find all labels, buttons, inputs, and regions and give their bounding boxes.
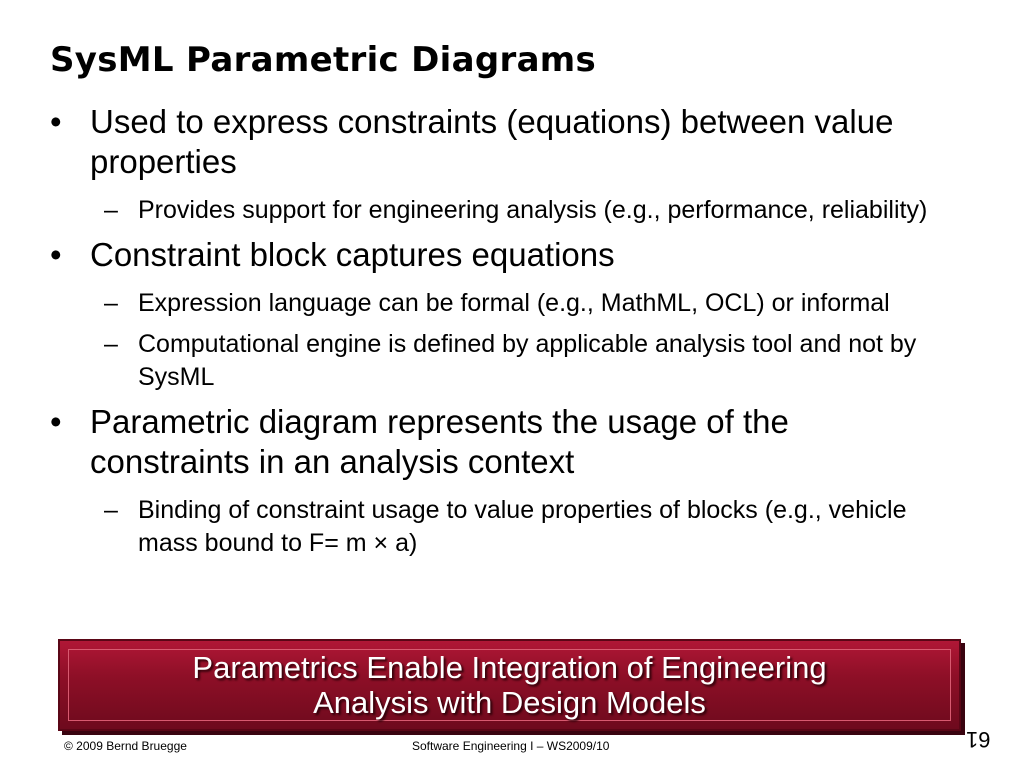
sub-bullet-list xyxy=(0,494,1024,560)
footer-course: Software Engineering I – WS2009/10 xyxy=(412,739,610,753)
bullet-block xyxy=(0,402,1024,560)
sub-bullet-item xyxy=(0,287,953,320)
bullet-item xyxy=(0,102,920,182)
bullet-text: Parametric diagram represents the usage of the constraints in an analysis context xyxy=(90,403,789,480)
sub-bullet-marker: – xyxy=(104,496,118,524)
sub-bullet-text: Provides support for engineering analysis (e.g., performance, reliability) xyxy=(138,196,928,224)
bullet-marker: • xyxy=(50,103,62,140)
sub-bullet-list xyxy=(0,194,1024,227)
sub-bullet-text: Computational engine is defined by applicable analysis tool and not by SysML xyxy=(138,330,917,391)
bullet-item xyxy=(0,402,920,482)
sub-bullet-marker: – xyxy=(104,330,118,358)
page-number: 61 xyxy=(966,727,991,752)
sub-bullet-item xyxy=(0,194,953,227)
banner-text xyxy=(192,650,826,720)
bullet-text: Constraint block captures equations xyxy=(90,236,615,273)
sub-bullet-marker: – xyxy=(104,289,118,317)
bullet-marker: • xyxy=(50,236,62,273)
banner-frame xyxy=(68,649,951,721)
sub-bullet-text: Expression language can be formal (e.g., MathML, OCL) or informal xyxy=(138,289,890,317)
slide-title: SysML Parametric Diagrams xyxy=(50,40,597,80)
banner-line-1: Parametrics Enable Integration of Engineering xyxy=(192,650,827,685)
banner-line-2: Analysis with Design Models xyxy=(313,685,706,720)
summary-banner xyxy=(58,639,961,731)
sub-bullet-item xyxy=(0,494,953,560)
bullet-block xyxy=(0,102,1024,227)
sub-bullet-text: Binding of constraint usage to value properties of blocks (e.g., vehicle mass bound to F= m × a) xyxy=(138,496,907,557)
footer-copyright: © 2009 Bernd Bruegge xyxy=(64,739,187,753)
bullet-marker: • xyxy=(50,403,62,440)
sub-bullet-marker: – xyxy=(104,196,118,224)
sub-bullet-item xyxy=(0,328,953,394)
bullet-block xyxy=(0,235,1024,394)
bullet-text: Used to express constraints (equations) between value properties xyxy=(90,103,894,180)
bullet-item xyxy=(0,235,920,275)
bullet-list xyxy=(0,102,1024,568)
sub-bullet-list xyxy=(0,287,1024,394)
